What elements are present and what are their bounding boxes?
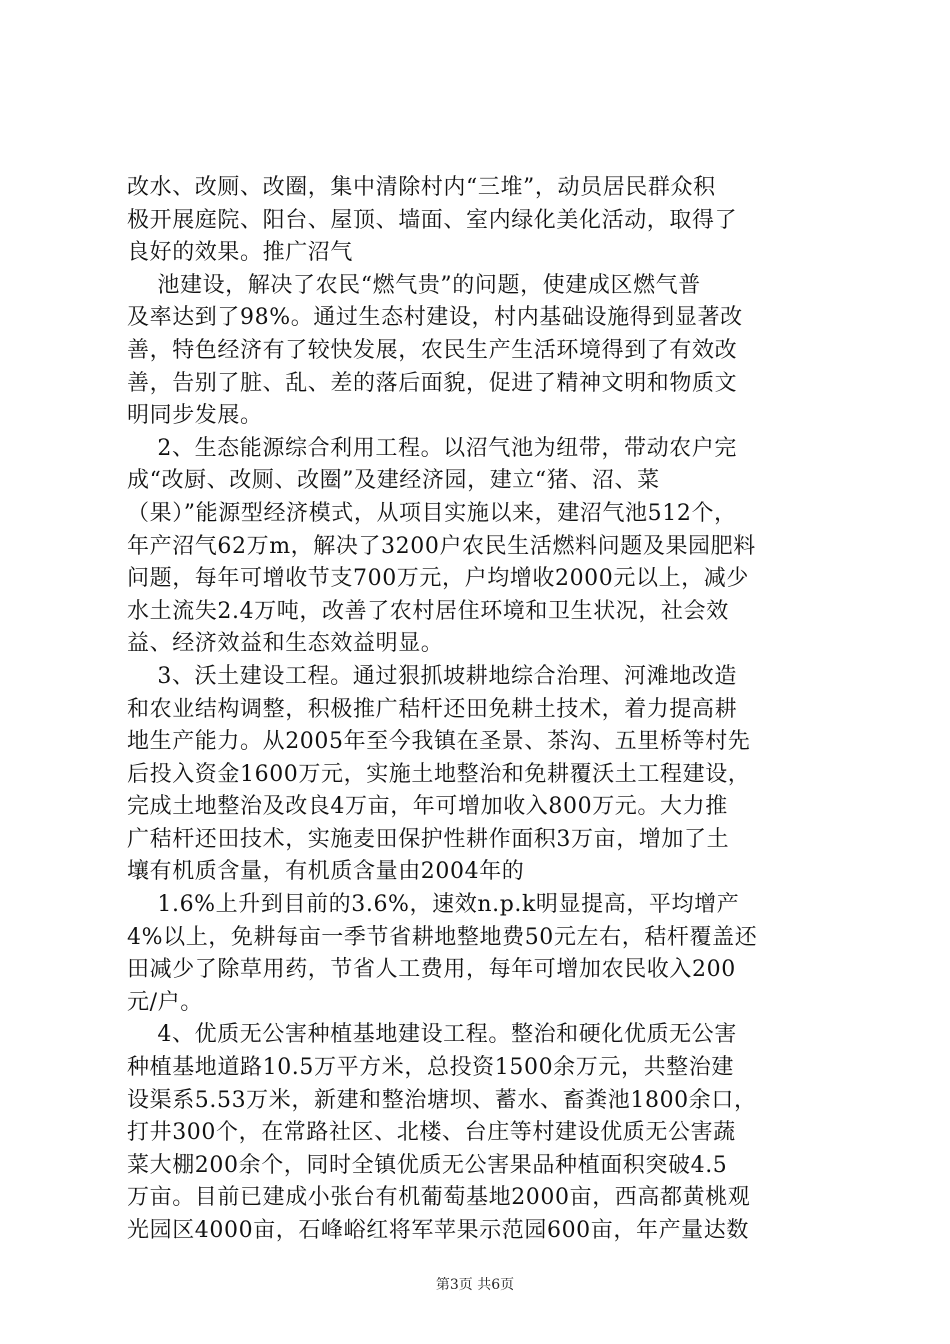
text-line: 改水、改厕、改圈，集中清除村内“三堆”，动员居民群众积	[127, 175, 716, 200]
text-line: 地生产能力。从2005年至今我镇在圣景、茶沟、五里桥等村先	[127, 729, 751, 755]
text-line: 广秸杆还田技术，实施麦田保护性耕作面积3万亩，增加了土	[127, 826, 730, 852]
text-line: 及率达到了98%。通过生态村建设，村内基础设施得到显著改	[127, 305, 743, 331]
text-line: 种植基地道路10.5万平方米，总投资1500余万元，共整治建	[127, 1055, 734, 1081]
text-line: 元/户。	[127, 989, 203, 1015]
text-line: 明同步发展。	[127, 403, 263, 429]
page-footer: 第3页 共6页	[435, 1277, 515, 1293]
text-line: （果）”能源型经济模式，从项目实施以来，建沼气池512个，	[127, 500, 737, 526]
text-line: 善，特色经济有了较快发展，农民生产生活环境得到了有效改	[127, 337, 738, 363]
text-line: 良好的效果。推广沼气	[127, 240, 354, 266]
text-line: 池建设，解决了农民“燃气贵”的问题，使建成区燃气普	[127, 272, 701, 298]
text-line: 和农业结构调整，积极推广秸杆还田免耕土技术，着力提高耕	[127, 696, 738, 722]
text-line: 万亩。目前已建成小张台有机葡萄基地2000亩，西高都黄桃观	[127, 1185, 751, 1211]
text-line: 2、生态能源综合利用工程。以沼气池为纽带，带动农户完	[127, 435, 737, 461]
text-line: 水土流失2.4万吨，改善了农村居住环境和卫生状况，社会效	[127, 598, 729, 624]
text-line: 成“改厨、改厕、改圈”及建经济园，建立“猪、沼、菜	[127, 468, 660, 494]
text-line: 问题，每年可增收节支700万元，户均增收2000元以上，减少	[127, 566, 749, 592]
text-line: 善，告别了脏、乱、差的落后面貌，促进了精神文明和物质文	[127, 370, 738, 396]
text-line: 光园区4000亩，石峰峪红将军苹果示范园600亩，年产量达数	[127, 1218, 749, 1243]
body-text	[127, 172, 830, 1248]
text-line: 设渠系5.53万米，新建和整治塘坝、蓄水、畜粪池1800余口，	[127, 1087, 757, 1113]
text-line: 4%以上，免耕每亩一季节省耕地整地费50元左右，秸杆覆盖还	[127, 924, 758, 950]
text-line: 益、经济效益和生态效益明显。	[127, 631, 444, 657]
text-line: 1.6%上升到目前的3.6%，速效n.p.k明显提高，平均增产	[127, 892, 740, 918]
text-line: 3、沃土建设工程。通过狠抓坡耕地综合治理、河滩地改造	[127, 663, 737, 689]
text-line: 田减少了除草用药，节省人工费用，每年可增加农民收入200	[127, 957, 736, 983]
text-line: 完成土地整治及改良4万亩，年可增加收入800万元。大力推	[127, 794, 728, 820]
text-line: 壤有机质含量，有机质含量由2004年的	[127, 859, 525, 885]
text-line: 后投入资金1600万元，实施土地整治和免耕覆沃土工程建设，	[127, 761, 751, 787]
text-line: 菜大棚200余个，同时全镇优质无公害果品种植面积突破4.5	[127, 1152, 728, 1178]
text-line: 极开展庭院、阳台、屋顶、墙面、室内绿化美化活动，取得了	[127, 207, 738, 233]
text-line: 年产沼气62万m，解决了3200户农民生活燃料问题及果园肥料	[127, 533, 756, 559]
text-line: 打井300个，在常路社区、北楼、台庄等村建设优质无公害蔬	[127, 1120, 736, 1146]
text-line: 4、优质无公害种植基地建设工程。整治和硬化优质无公害	[127, 1022, 737, 1048]
